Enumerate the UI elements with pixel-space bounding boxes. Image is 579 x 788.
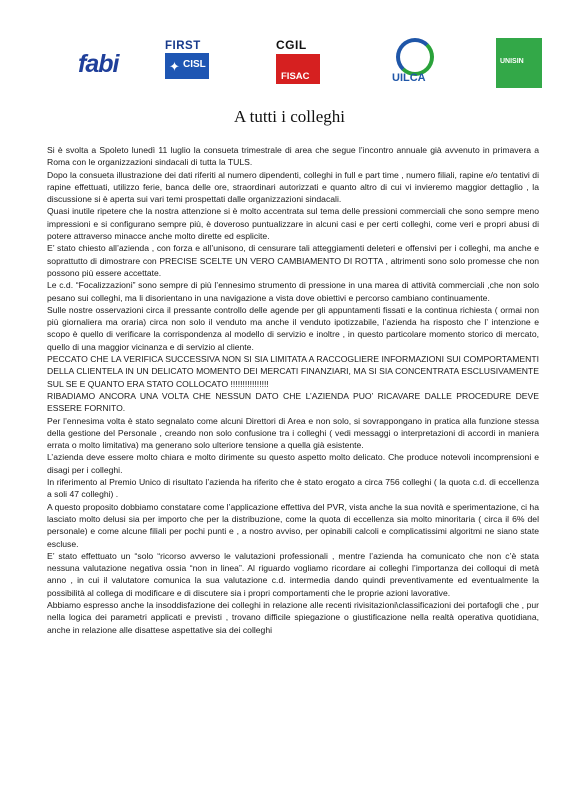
paragraph: PECCATO CHE LA VERIFICA SUCCESSIVA NON SI SIA LIMITATA A RACCOGLIERE INFORMAZIONI SUI COMPORTAMENTI DELLA CLIENTELA IN UN DELICATO MOMENTO DEI MERCATI FINANZIARI, MA SI SIA CONCENTRATA ESCLUSIVAMENTE SUL SE E QUANTO ERA STATO COLLOCATO !!!!!!!!!!!!!!!! bbox=[47, 354, 539, 389]
paragraph: Dopo la consueta illustrazione dei dati riferiti al numero dipendenti, colleghi in full e part time , numero filiali, rapine e/o tentativi di rapine effettuati, utilizzo ferie, banca delle ore, straordinari autorizzati e quanto altro di cui vi invieremo maggior dettaglio , la discussione si è aperta sui vari temi prospettati dalle organizzazioni sindacali. bbox=[47, 169, 539, 205]
paragraph: E’ stato effettuato un “solo “ricorso avverso le valutazioni professionali , mentre l’azienda ha comunicato che non c’è stata nessuna valutazione negativa ossia “non in linea”. Al riguardo vogliamo ricordare ai colleghi l’importanza dei colloqui di metà anno , in cui il valutatore comunica la sua valutazione c.d. intermedia dando quindi preventivamente ed eventualmente la possibilità al collega di modificare e di discutere sia i propri comportamenti che le proprie azioni lavorative. bbox=[47, 550, 539, 598]
fisac-logo-text: FISAC bbox=[281, 71, 310, 82]
paragraph: Per l’ennesima volta è stato segnalato come alcuni Direttori di Area e non solo, si sovrappongano in pratica alla funzione stessa della gestione del Personale , creando non solo confusione tra i colleghi ( vedi messaggi o interpretazioni di accordi in maniera errata o molto limitativa) ma generano solo ulteriore tensione a quella già esistente. bbox=[47, 415, 539, 451]
paragraph: In riferimento al Premio Unico di risultato l’azienda ha riferito che è stato erogato a circa 756 colleghi ( la quota c.d. di eccellenza a soli 47 colleghi) . bbox=[47, 477, 539, 500]
fabi-logo bbox=[78, 50, 118, 79]
paragraph: Sulle nostre osservazioni circa il pressante controllo delle agende per gli appuntamenti fissati e la continua richiesta ( ormai non più giornaliera ma oraria) circa non solo il venduto ma anche il venduto ipotizzabile, l’azienda ha risposto che l’ intenzione e scopo è quello di verificare la corrispondenza al modello di servizio e inoltre , in questo particolare momento storico di mercato, quello di una maggior vicinanza e di servizio al cliente. bbox=[47, 304, 539, 352]
uilca-logo bbox=[392, 38, 464, 84]
cisl-box bbox=[165, 53, 209, 79]
page-title: A tutti i colleghi bbox=[234, 107, 345, 126]
unisin-logo bbox=[496, 38, 542, 88]
first-logo-text: FIRST bbox=[165, 40, 201, 52]
paragraph: Si è svolta a Spoleto lunedì 11 luglio la consueta trimestrale di area che segue l’incontro annuale già avvenuto in primavera a Roma con le organizzazioni sindacali di tutta la TULS. bbox=[47, 145, 539, 168]
uilca-logo-text: UILCA bbox=[392, 72, 426, 84]
unisin-logo-text: UNISIN bbox=[500, 58, 524, 65]
paragraph: Quasi inutile ripetere che la nostra attenzione si è molto accentrata sul tema delle pressioni commerciali che sono sempre meno impressioni e si configurano sempre più, è doveroso puntualizzare in alcuni casi e per certi colleghi, come veri e propri abusi di potere attraverso minacce anche molto dirette ed esplicite. bbox=[47, 206, 539, 242]
fisac-box bbox=[276, 54, 320, 84]
first-cisl-logo bbox=[165, 40, 215, 79]
cgil-logo-text: CGIL bbox=[276, 38, 307, 52]
uilca-swirl-icon bbox=[396, 38, 434, 76]
paragraph: RIBADIAMO ANCORA UNA VOLTA CHE NESSUN DATO CHE L’AZIENDA PUO’ RICAVARE DALLE PROCEDURE DEVE ESSERE FORNITO. bbox=[47, 390, 539, 414]
paragraph: L’azienda deve essere molto chiara e molto dirimente su questo aspetto molto delicato. Che produce notevoli incomprensioni e disagi per i colleghi. bbox=[47, 452, 539, 475]
cisl-logo-text: CISL bbox=[183, 59, 206, 70]
paragraph: Le c.d. “Focalizzazioni” sono sempre di più l’ennesimo strumento di pressione in una marea di attività commerciali ,che non solo pesano sui colleghi, ma li disorientano in una navigazione a vista dove obiettivi e percorso cambiano continuamente. bbox=[47, 280, 539, 303]
union-logos-row bbox=[0, 38, 579, 98]
paragraph: Abbiamo espresso anche la insoddisfazione dei colleghi in relazione alle recenti rivisitazioni\classificazioni dei portafogli che , pur nella logica dei parametri applicati e previsti , trovano difficile spiegazione o giustificazione nella realtà operativa quotidiana, anche in relazione alle disattese aspettative sia dei colleghi bbox=[47, 599, 539, 635]
cgil-fisac-logo bbox=[276, 38, 324, 84]
paragraph: E’ stato chiesto all’azienda , con forza e all’unisono, di censurare tali atteggiamenti deleteri e offensivi per i colleghi, ma anche e soprattutto di dimostrare con PRECISE SCELTE UN VERO CAMBIAMENTO DI ROTTA , altrimenti sono solo promesse che non possono più essere accettate. bbox=[47, 243, 539, 278]
fabi-logo-text: fabi bbox=[78, 50, 119, 78]
paragraph: A questo proposito dobbiamo constatare come l’applicazione effettiva del PVR, vista anche la sua novità e sperimentazione, ci ha lasciato molto delusi sia per importo che per la distribuzione, come la quota di eccellenza sia molto minoritaria ( circa il 6% del personale) e come alcune filiali per pochi punti e , a nostro avviso, per opinabili calcoli e complicatissimi algoritmi ne siano state escluse. bbox=[47, 501, 539, 549]
star-icon: ✦ bbox=[169, 59, 180, 74]
letter-body bbox=[47, 144, 539, 636]
